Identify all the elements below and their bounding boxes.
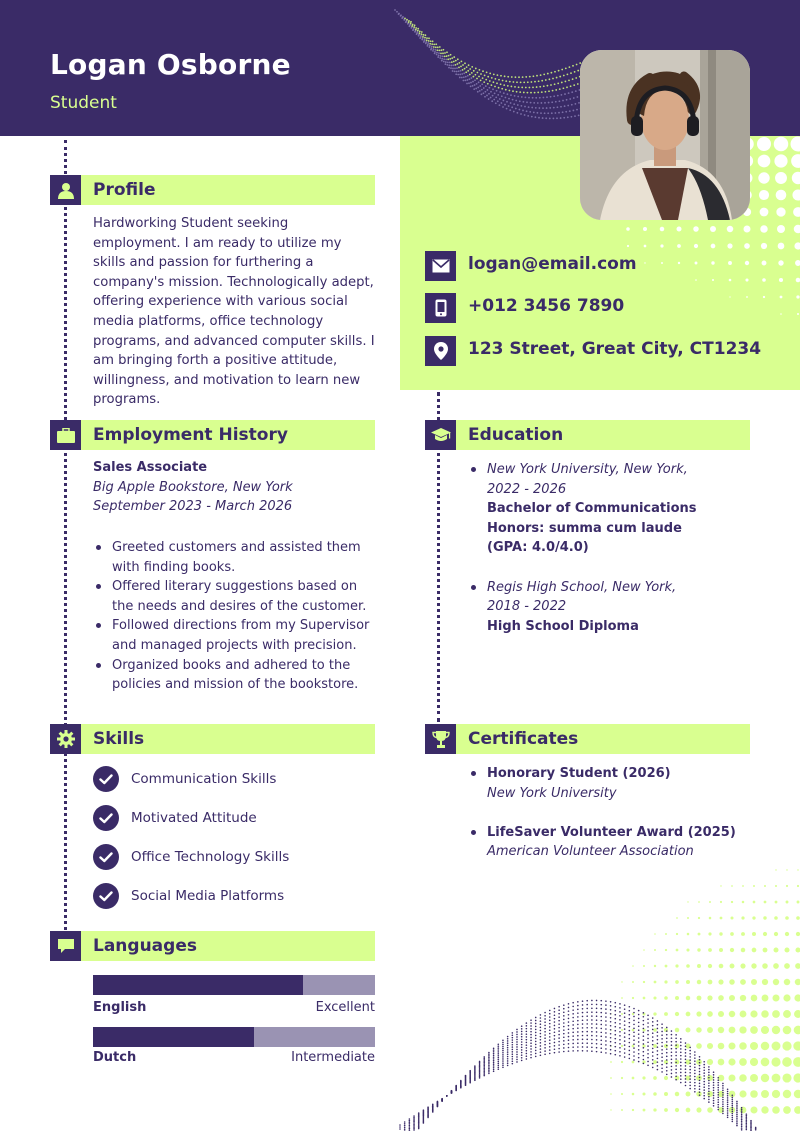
envelope-icon: [425, 251, 456, 281]
employment-title: Employment History: [93, 425, 288, 445]
job-dates: September 2023 - March 2026: [93, 499, 293, 514]
gpa: (GPA: 4.0/4.0): [487, 540, 589, 556]
list-item: [468, 764, 758, 803]
language-name: Dutch: [93, 1050, 137, 1065]
candidate-role: Student: [50, 93, 117, 113]
certificates-title: Certificates: [468, 729, 579, 749]
certificate-name: LifeSaver Volunteer Award (2025): [487, 824, 736, 840]
skill-label: Motivated Attitude: [131, 810, 257, 826]
skill-label: Office Technology Skills: [131, 849, 290, 865]
check-icon: [93, 766, 119, 792]
check-icon: [93, 805, 119, 831]
decorative-waves-bottom: [395, 860, 800, 1131]
trophy-icon: [425, 724, 456, 754]
job-title: Sales Associate: [93, 460, 208, 475]
speech-bubble-icon: [50, 931, 81, 961]
certificate-issuer: American Volunteer Association: [487, 844, 694, 860]
certificate-name: Honorary Student (2026): [487, 766, 671, 781]
list-item: Greeted customers and assisted them with finding books.: [93, 538, 378, 577]
employment-section-header: [50, 420, 375, 450]
skills-section-header: [50, 724, 375, 754]
contact-phone[interactable]: +012 3456 7890: [468, 296, 625, 316]
languages-title: Languages: [93, 936, 197, 956]
certificates-section-header: [425, 724, 750, 754]
list-item: [468, 578, 758, 637]
certificate-issuer: New York University: [487, 785, 617, 801]
language-level: Excellent: [315, 1000, 375, 1015]
education-title: Education: [468, 425, 564, 445]
job-bullets: [93, 538, 378, 695]
skill-label: Social Media Platforms: [131, 888, 285, 904]
job-company: Big Apple Bookstore, New York: [93, 480, 293, 495]
school-name: New York University, New York,: [487, 462, 688, 477]
profile-text: Hardworking Student seeking employment. I am ready to utilize my skills and passion for furthering a company's mission. Technologically adept, offering experience with various social media platforms, office technology programs, and advanced computer skills. I am bringing forth a positive attitude, willingness, and motivation to learn new programs.: [93, 216, 375, 408]
language-fill: [93, 975, 303, 995]
list-item: Organized books and adhered to the policies and mission of the bookstore.: [93, 656, 378, 695]
user-icon: [50, 175, 81, 205]
list-item: [468, 460, 758, 558]
graduation-cap-icon: [425, 420, 456, 450]
language-level: Intermediate: [291, 1050, 375, 1065]
profile-section-header: [50, 175, 375, 205]
check-icon: [93, 883, 119, 909]
skill-label: Communication Skills: [131, 771, 277, 787]
briefcase-icon: [50, 420, 81, 450]
location-pin-icon: [425, 336, 456, 366]
language-fill: [93, 1027, 254, 1047]
degree: Bachelor of Communications: [487, 501, 697, 517]
school-years: 2022 - 2026: [487, 481, 567, 497]
certificates-list: [468, 764, 758, 862]
list-item: [468, 823, 758, 862]
check-icon: [93, 844, 119, 870]
education-section-header: [425, 420, 750, 450]
degree: High School Diploma: [487, 618, 639, 634]
education-list: [468, 460, 758, 636]
phone-icon: [425, 293, 456, 323]
school-name: Regis High School, New York,: [487, 579, 677, 595]
timeline-left: [64, 140, 67, 930]
gear-icon: [50, 724, 81, 754]
school-years: 2018 - 2022: [487, 599, 567, 615]
profile-title: Profile: [93, 180, 156, 200]
honors: Honors: summa cum laude: [487, 520, 682, 536]
contact-email[interactable]: logan@email.com: [468, 254, 637, 274]
language-bar-english: [93, 975, 375, 995]
language-name: English: [93, 1000, 147, 1015]
candidate-name: Logan Osborne: [50, 48, 291, 81]
skills-title: Skills: [93, 729, 145, 749]
language-bar-dutch: [93, 1027, 375, 1047]
contact-address: 123 Street, Great City, CT1234: [468, 339, 762, 359]
languages-section-header: [50, 931, 375, 961]
profile-photo: [580, 50, 750, 220]
list-item: Offered literary suggestions based on the needs and desires of the customer.: [93, 577, 378, 616]
list-item: Followed directions from my Supervisor and managed projects with precision.: [93, 616, 378, 655]
